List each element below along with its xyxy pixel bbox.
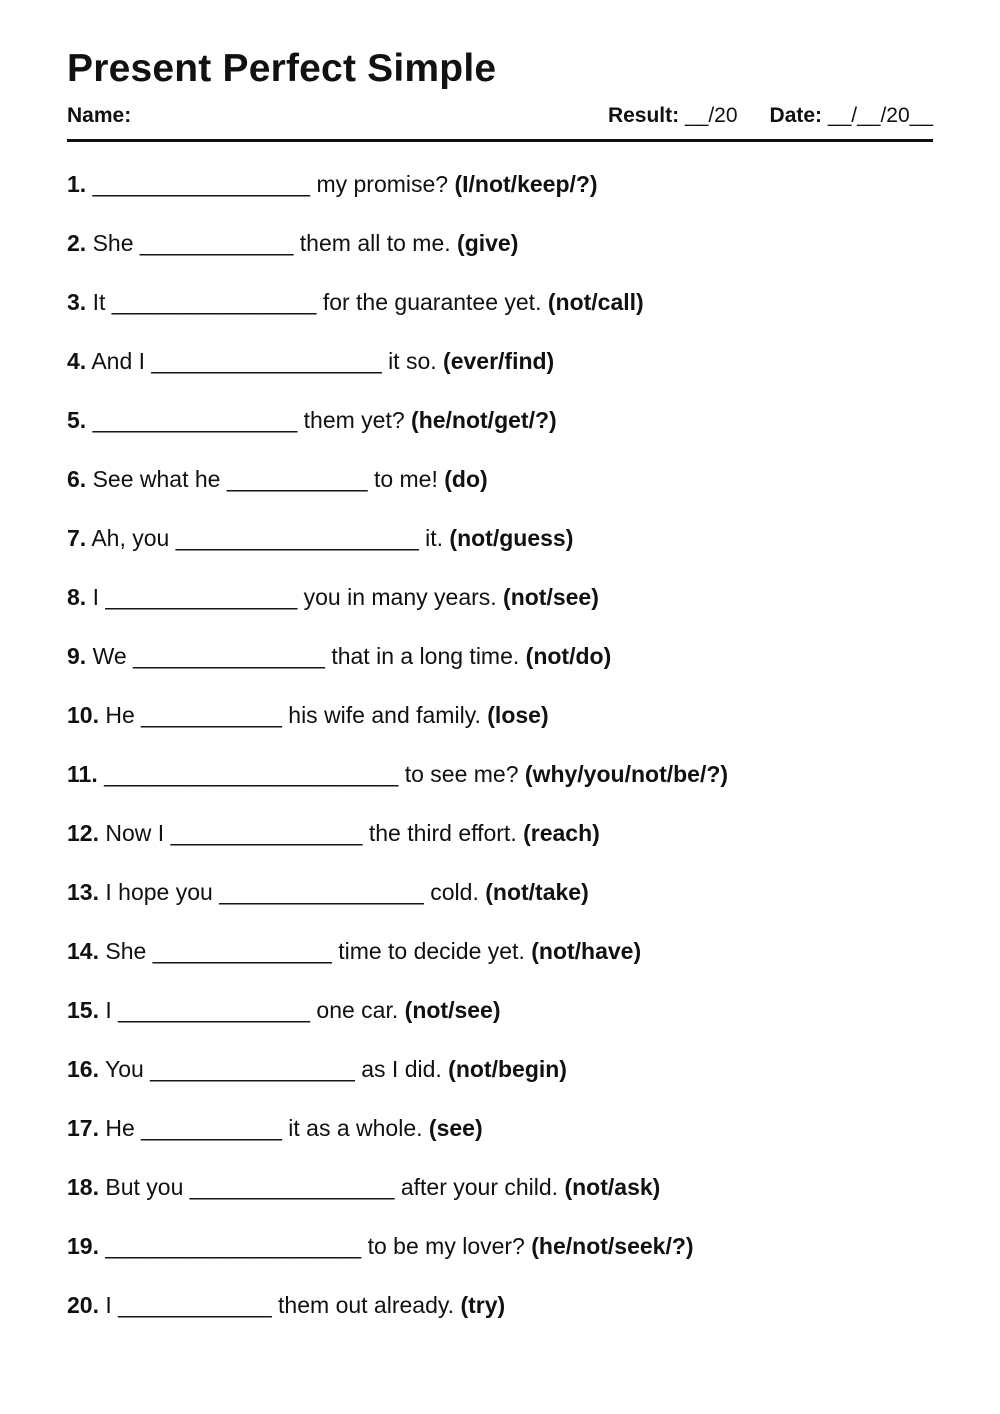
answer-blank[interactable]: ___________ xyxy=(141,1115,282,1141)
verb-hint: (not/take) xyxy=(485,879,589,905)
verb-hint: (not/call) xyxy=(547,289,644,315)
question-prefix: You xyxy=(104,1056,144,1082)
question-number: 7. xyxy=(67,525,87,551)
question-suffix: it so. xyxy=(388,348,437,374)
worksheet-header xyxy=(67,101,933,131)
question-suffix: one car. xyxy=(316,997,399,1023)
answer-blank[interactable]: ____________ xyxy=(139,230,294,256)
question-number: 14. xyxy=(67,938,99,964)
question-item xyxy=(67,169,728,228)
name-field[interactable] xyxy=(67,101,131,131)
verb-hint: (not/ask) xyxy=(564,1174,661,1200)
verb-hint: (reach) xyxy=(523,820,600,846)
answer-blank[interactable]: ________________ xyxy=(150,1056,355,1082)
question-number: 8. xyxy=(67,584,87,610)
question-prefix: But you xyxy=(105,1174,184,1200)
question-number: 17. xyxy=(67,1115,99,1141)
answer-blank[interactable]: _______________ xyxy=(118,997,311,1023)
result-field[interactable] xyxy=(608,104,738,127)
question-number: 9. xyxy=(67,643,87,669)
date-value: __/__/20__ xyxy=(827,104,933,127)
verb-hint: (do) xyxy=(444,466,488,492)
question-suffix: time to decide yet. xyxy=(338,938,525,964)
question-item xyxy=(67,641,728,700)
question-item xyxy=(67,759,728,818)
question-suffix: them yet? xyxy=(303,407,405,433)
question-item xyxy=(67,1231,728,1290)
answer-blank[interactable]: ____________________ xyxy=(105,1233,362,1259)
question-suffix: them out already. xyxy=(278,1292,455,1318)
question-suffix: my promise? xyxy=(316,171,449,197)
question-suffix: cold. xyxy=(430,879,479,905)
answer-blank[interactable]: ________________ xyxy=(111,289,317,315)
question-suffix: them all to me. xyxy=(299,230,451,256)
date-label: Date: xyxy=(769,104,823,127)
verb-hint: (he/not/seek/?) xyxy=(531,1233,694,1259)
question-number: 4. xyxy=(67,348,87,374)
question-item xyxy=(67,228,728,287)
question-suffix: it. xyxy=(425,525,444,551)
question-number: 11. xyxy=(67,761,98,787)
question-prefix: I hope you xyxy=(105,879,213,905)
question-suffix: the third effort. xyxy=(368,820,517,846)
answer-blank[interactable]: _______________ xyxy=(133,643,325,669)
question-prefix: Now I xyxy=(105,820,165,846)
verb-hint: (not/see) xyxy=(503,584,599,610)
name-label: Name: xyxy=(67,104,132,127)
question-item xyxy=(67,523,728,582)
answer-blank[interactable]: ________________ xyxy=(189,1174,395,1200)
answer-blank[interactable]: ________________ xyxy=(219,879,424,905)
question-item xyxy=(67,936,728,995)
question-suffix: to see me? xyxy=(404,761,519,787)
question-number: 10. xyxy=(67,702,99,728)
result-label: Result: xyxy=(607,104,680,127)
verb-hint: (he/not/get/?) xyxy=(411,407,557,433)
verb-hint: (give) xyxy=(457,230,519,256)
question-number: 2. xyxy=(67,230,87,256)
question-suffix: after your child. xyxy=(400,1174,559,1200)
question-number: 16. xyxy=(67,1056,99,1082)
verb-hint: (not/begin) xyxy=(448,1056,567,1082)
question-number: 20. xyxy=(67,1292,99,1318)
verb-hint: (not/have) xyxy=(531,938,642,964)
question-prefix: She xyxy=(105,938,147,964)
question-number: 6. xyxy=(67,466,87,492)
answer-blank[interactable]: ___________________ xyxy=(175,525,419,551)
question-suffix: as I did. xyxy=(361,1056,442,1082)
question-prefix: Ah, you xyxy=(91,525,170,551)
verb-hint: (not/see) xyxy=(404,997,501,1023)
date-field[interactable] xyxy=(770,104,933,127)
question-suffix: his wife and family. xyxy=(288,702,481,728)
question-prefix: See what he xyxy=(92,466,221,492)
question-prefix: He xyxy=(105,702,135,728)
question-number: 19. xyxy=(67,1233,99,1259)
question-item xyxy=(67,818,728,877)
question-suffix: that in a long time. xyxy=(331,643,520,669)
question-prefix: She xyxy=(92,230,134,256)
question-suffix: to me! xyxy=(373,466,438,492)
question-number: 12. xyxy=(67,820,99,846)
answer-blank[interactable]: _________________ xyxy=(92,171,311,197)
question-item xyxy=(67,346,728,405)
answer-blank[interactable]: ______________ xyxy=(152,938,332,964)
question-prefix: It xyxy=(92,289,106,315)
answer-blank[interactable]: _______________ xyxy=(170,820,363,846)
question-prefix: I xyxy=(105,997,112,1023)
question-number: 3. xyxy=(67,289,87,315)
question-item xyxy=(67,405,728,464)
header-divider xyxy=(67,139,933,142)
verb-hint: (why/you/not/be/?) xyxy=(524,761,729,787)
verb-hint: (not/do) xyxy=(525,643,612,669)
verb-hint: (ever/find) xyxy=(443,348,555,374)
question-prefix: I xyxy=(105,1292,112,1318)
question-number: 18. xyxy=(67,1174,99,1200)
question-item xyxy=(67,877,728,936)
question-number: 13. xyxy=(67,879,99,905)
verb-hint: (lose) xyxy=(487,702,549,728)
question-prefix: I xyxy=(92,584,99,610)
question-item xyxy=(67,1172,728,1231)
question-suffix: to be my lover? xyxy=(367,1233,525,1259)
question-suffix: for the guarantee yet. xyxy=(322,289,542,315)
answer-blank[interactable]: ________________ xyxy=(92,407,298,433)
question-list xyxy=(67,169,728,1349)
worksheet-title: Present Perfect Simple xyxy=(67,47,497,90)
question-item xyxy=(67,464,728,523)
answer-blank[interactable]: _______________ xyxy=(105,584,298,610)
question-suffix: you in many years. xyxy=(303,584,497,610)
question-suffix: it as a whole. xyxy=(288,1115,423,1141)
question-prefix: We xyxy=(92,643,127,669)
verb-hint: (see) xyxy=(428,1115,483,1141)
question-number: 15. xyxy=(67,997,99,1023)
answer-blank[interactable]: _______________________ xyxy=(104,761,399,787)
question-item xyxy=(67,995,728,1054)
question-item xyxy=(67,1054,728,1113)
result-date-fields xyxy=(608,101,933,131)
question-number: 5. xyxy=(67,407,87,433)
result-value: __/20 xyxy=(684,104,738,127)
verb-hint: (try) xyxy=(460,1292,506,1318)
question-item xyxy=(67,1113,728,1172)
question-prefix: And I xyxy=(91,348,146,374)
question-item xyxy=(67,1290,728,1349)
answer-blank[interactable]: __________________ xyxy=(151,348,382,374)
answer-blank[interactable]: ___________ xyxy=(141,702,282,728)
answer-blank[interactable]: ___________ xyxy=(226,466,368,492)
question-number: 1. xyxy=(67,171,87,197)
answer-blank[interactable]: ____________ xyxy=(118,1292,272,1318)
question-prefix: He xyxy=(105,1115,135,1141)
question-item xyxy=(67,287,728,346)
question-item xyxy=(67,700,728,759)
verb-hint: (not/guess) xyxy=(449,525,574,551)
question-item xyxy=(67,582,728,641)
verb-hint: (I/not/keep/?) xyxy=(454,171,598,197)
